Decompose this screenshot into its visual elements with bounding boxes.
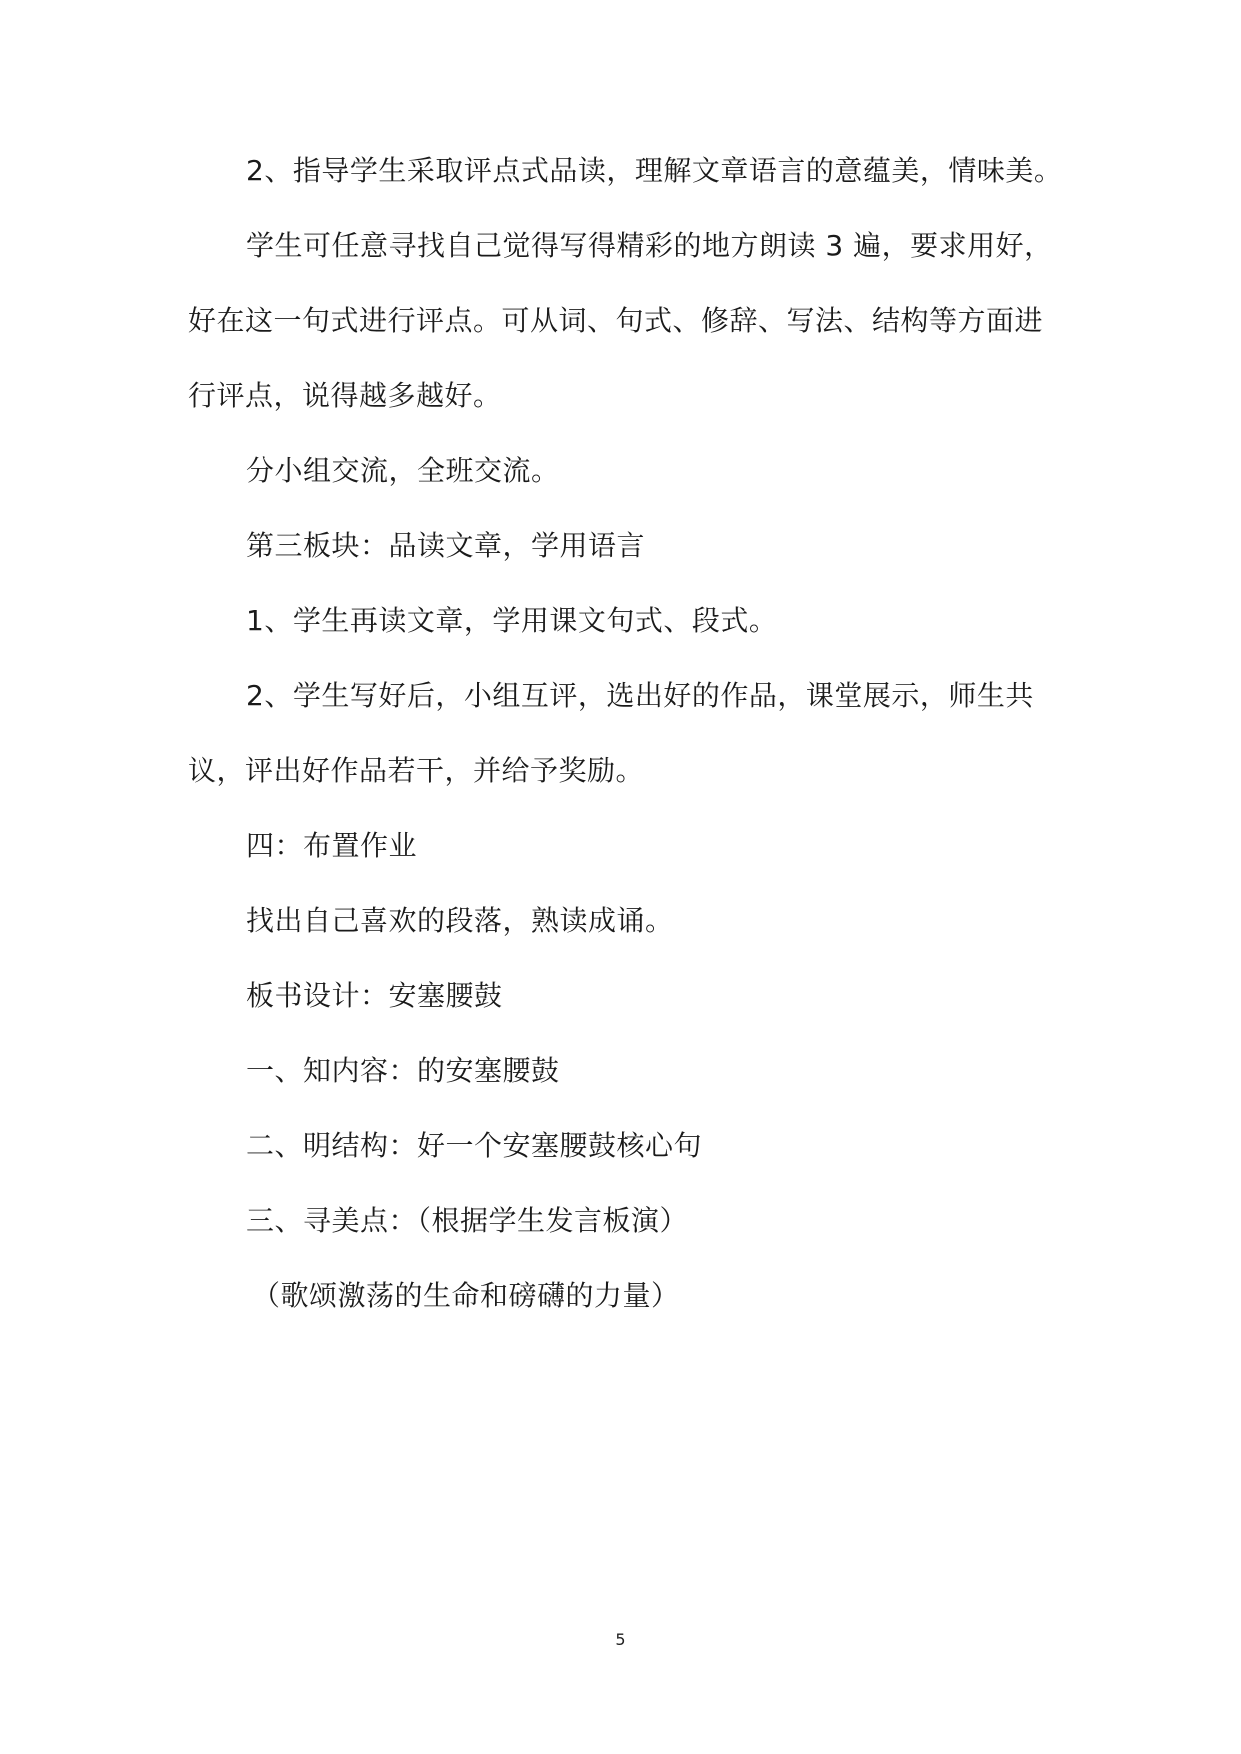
paragraph-line: 2、指导学生采取评点式品读，理解文章语言的意蕴美，情味美。 xyxy=(246,154,1063,187)
paragraph-line: 议，评出好作品若干，并给予奖励。 xyxy=(188,754,645,787)
paragraph-line: 三、寻美点：（根据学生发言板演） xyxy=(246,1204,689,1237)
paragraph-line: 分小组交流，全班交流。 xyxy=(246,454,560,487)
section-heading: 四：布置作业 xyxy=(246,829,418,862)
page-number: 5 xyxy=(615,1630,626,1649)
paragraph-line: （歌颂激荡的生命和磅礴的力量） xyxy=(252,1279,680,1312)
section-heading: 板书设计：安塞腰鼓 xyxy=(246,979,503,1012)
paragraph-line: 二、明结构：好一个安塞腰鼓核心句 xyxy=(246,1129,703,1162)
section-heading: 第三板块：品读文章，学用语言 xyxy=(246,529,646,562)
paragraph-line: 学生可任意寻找自己觉得写得精彩的地方朗读 3 遍，要求用好， xyxy=(246,229,1053,262)
paragraph-line: 好在这一句式进行评点。可从词、句式、修辞、写法、结构等方面进 xyxy=(188,304,1044,337)
paragraph-line: 2、学生写好后，小组互评，选出好的作品，课堂展示，师生共 xyxy=(246,679,1034,712)
paragraph-line: 行评点，说得越多越好。 xyxy=(188,379,502,412)
paragraph-line: 1、学生再读文章，学用课文句式、段式。 xyxy=(246,604,778,637)
paragraph-line: 找出自己喜欢的段落，熟读成诵。 xyxy=(246,904,674,937)
paragraph-line: 一、知内容：的安塞腰鼓 xyxy=(246,1054,560,1087)
